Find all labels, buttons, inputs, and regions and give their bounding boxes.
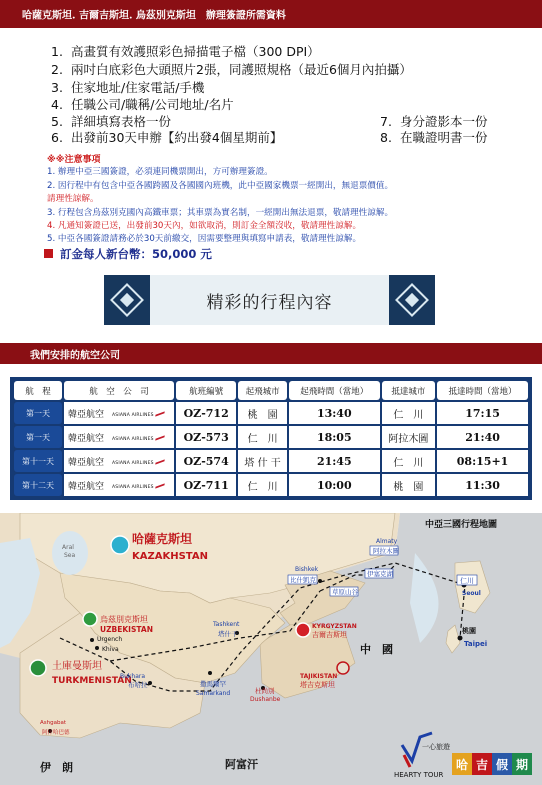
turkmenistan-flag-icon xyxy=(30,660,46,676)
city-label-en: Seoul xyxy=(462,590,481,597)
country-label-en: TURKMENISTAN xyxy=(52,676,132,686)
day-cell: 第一天 xyxy=(14,402,62,424)
note-item: 1. 辦理中亞三國簽證，必須連同機票開出，方可辦理簽證。 xyxy=(47,167,273,177)
city-marker xyxy=(458,636,463,641)
column-header: 航 空 公 司 xyxy=(64,381,174,400)
airline-cell: 韓亞航空 ASIANA AIRLINES xyxy=(64,402,174,424)
city-label-zh: 杜尚別 xyxy=(255,687,275,695)
tajikistan-flag-icon xyxy=(337,662,349,674)
city-label-zh: 伊塞克湖 xyxy=(367,570,393,578)
city-label-zh: 桃園 xyxy=(462,627,476,635)
kazakhstan-flag-icon xyxy=(111,536,129,554)
country-label-zh: 塔吉克斯坦 xyxy=(300,681,335,689)
asiana-logo-icon: ASIANA AIRLINES xyxy=(112,484,154,490)
city-label-zh: 布哈拉 xyxy=(128,681,148,689)
ornament-icon xyxy=(104,275,150,325)
requirement-item: 5. 詳細填寫表格一份 xyxy=(51,114,172,129)
region-label: 阿富汗 xyxy=(225,758,258,771)
flights-table-frame xyxy=(10,377,532,500)
note-item: 3. 行程包含烏茲別克國內高鐵車票；其車票為實名制，一經開出無法退票，敬請理性諒解。 xyxy=(47,208,394,218)
column-header: 抵達時間（當地） xyxy=(437,381,528,400)
departure-city-cell: 塔 什 干 xyxy=(238,450,287,472)
arrival-city-cell: 仁 川 xyxy=(382,450,435,472)
column-header: 起飛城市 xyxy=(238,381,287,400)
airline-cell: 韓亞航空 ASIANA AIRLINES xyxy=(64,450,174,472)
city-label-zh: 撒馬爾罕 xyxy=(200,680,226,688)
column-header: 起飛時間（當地） xyxy=(289,381,380,400)
note-item: 請理性諒解。 xyxy=(47,194,99,204)
city-label-zh: 塔什干 xyxy=(218,630,238,638)
ornament-icon xyxy=(389,275,435,325)
note-item: 4. 凡通知簽證已送，出發前30天內，如欲取消，則訂金全額沒收，敬請理性諒解。 xyxy=(47,221,362,231)
departure-city-cell: 桃 園 xyxy=(238,402,287,424)
kyrgyzstan-flag-icon xyxy=(296,623,310,637)
requirement-item: 1. 高畫質有效護照彩色掃描電子檔（300 DPI） xyxy=(51,44,320,59)
svg-text:期: 期 xyxy=(516,758,529,772)
arrival-city-cell: 阿拉木圖 xyxy=(382,426,435,448)
asiana-logo-icon: ASIANA AIRLINES xyxy=(112,436,154,442)
brand-en: HEARTY TOUR xyxy=(394,771,444,779)
arrival-time-cell: 11:30 xyxy=(437,474,528,496)
flights-table xyxy=(12,379,530,498)
departure-time-cell: 10:00 xyxy=(289,474,380,496)
table-row xyxy=(14,450,528,472)
asiana-logo-icon: ASIANA AIRLINES xyxy=(112,412,154,418)
column-header: 航 程 xyxy=(14,381,62,400)
city-label-en: Khiva xyxy=(102,646,119,653)
city-label-zh: 仁川 xyxy=(460,577,474,585)
note-item: 5. 中亞各國簽證請務必於30天前繳交，因需要整理與填寫申請表，敬請理性諒解。 xyxy=(47,234,362,244)
arrival-city-cell: 仁 川 xyxy=(382,402,435,424)
day-cell: 第十二天 xyxy=(14,474,62,496)
city-label-zh: 草原山谷 xyxy=(332,588,358,596)
deposit-text: 訂金每人新台幣：50,000 元 xyxy=(60,247,212,261)
city-label-en: Bukhara xyxy=(120,673,146,680)
svg-text:假: 假 xyxy=(496,758,509,772)
requirement-item: 2. 兩吋白底彩色大頭照片2張，同護照規格（最近6個月內拍攝） xyxy=(51,62,412,77)
city-marker xyxy=(90,638,94,642)
arrival-time-cell: 17:15 xyxy=(437,402,528,424)
region-label: 中 國 xyxy=(360,643,393,656)
flight-number-cell: OZ-573 xyxy=(176,426,236,448)
flight-number-cell: OZ-712 xyxy=(176,402,236,424)
route-map xyxy=(0,513,542,785)
city-label-en: Samarkand xyxy=(196,690,231,697)
airline-section-title: 我們安排的航空公司 xyxy=(30,350,120,361)
departure-city-cell: 仁 川 xyxy=(238,426,287,448)
asiana-logo-icon: ASIANA AIRLINES xyxy=(112,460,154,466)
city-label-zh: 阿拉木圖 xyxy=(373,547,399,555)
arrival-city-cell: 桃 園 xyxy=(382,474,435,496)
city-label-en: Ashgabat xyxy=(40,720,66,726)
sea-label: Aral xyxy=(62,544,74,551)
brand-zh: 一心旅遊 xyxy=(422,743,450,751)
country-label-zh: 吉爾吉斯坦 xyxy=(312,631,347,639)
city-marker xyxy=(148,681,152,685)
table-row xyxy=(14,474,528,496)
city-label-en: Urgench xyxy=(97,636,123,643)
country-label-en: UZBEKISTAN xyxy=(100,625,153,634)
city-label-zh: 比什凱克 xyxy=(290,576,316,584)
arrival-time-cell: 08:15+1 xyxy=(437,450,528,472)
table-row xyxy=(14,426,528,448)
city-label-en: Tashkent xyxy=(213,621,240,628)
country-label-zh: 哈薩克斯坦 xyxy=(132,532,193,546)
requirement-item: 3. 住家地址/住家電話/手機 xyxy=(51,80,205,95)
column-header: 航班編號 xyxy=(176,381,236,400)
day-cell: 第十一天 xyxy=(14,450,62,472)
airline-section-bar xyxy=(0,343,542,364)
departure-time-cell: 21:45 xyxy=(289,450,380,472)
day-cell: 第一天 xyxy=(14,426,62,448)
header-bar xyxy=(0,0,542,28)
banner-title: 精彩的行程內容 xyxy=(206,293,333,313)
requirement-item: 6. 出發前30天申辦【約出發4個星期前】 xyxy=(51,130,283,145)
deposit-line xyxy=(44,246,212,262)
sea-label: Sea xyxy=(64,552,76,559)
column-header: 抵達城市 xyxy=(382,381,435,400)
city-label-en: Almaty xyxy=(376,538,398,545)
city-marker xyxy=(208,671,212,675)
note-item: 2. 因行程中有包含中亞各國跨國及各國國內班機，此中亞國家機票一經開出，無退票價值。 xyxy=(47,181,394,191)
table-header-row xyxy=(14,381,528,400)
city-marker xyxy=(318,579,322,583)
requirement-item: 4. 任職公司/職稱/公司地址/名片 xyxy=(51,97,234,112)
requirement-item: 8. 在職證明書一份 xyxy=(380,130,488,145)
city-label-en: Taipei xyxy=(464,640,488,648)
city-label-en: Bishkek xyxy=(295,566,319,573)
table-row xyxy=(14,402,528,424)
uzbekistan-flag-icon xyxy=(83,612,97,626)
departure-time-cell: 13:40 xyxy=(289,402,380,424)
country-label-en: TAJIKISTAN xyxy=(300,673,338,680)
country-label-zh: 烏茲別克斯坦 xyxy=(100,615,148,624)
map-title: 中亞三國行程地圖 xyxy=(425,520,498,530)
country-label-zh: 土庫曼斯坦 xyxy=(52,661,102,672)
bullet-square-icon xyxy=(44,249,53,258)
country-label-en: KYRGYZSTAN xyxy=(312,623,357,630)
departure-city-cell: 仁 川 xyxy=(238,474,287,496)
city-label-en: Dushanbe xyxy=(250,696,281,703)
header-title: 哈薩克斯坦. 吉爾吉斯坦. 烏茲別克斯坦 辦理簽證所需資料 xyxy=(22,10,286,22)
airline-cell: 韓亞航空 ASIANA AIRLINES xyxy=(64,426,174,448)
requirement-item: 7. 身分證影本一份 xyxy=(380,114,488,129)
svg-text:吉: 吉 xyxy=(476,758,489,772)
flight-number-cell: OZ-711 xyxy=(176,474,236,496)
svg-text:哈: 哈 xyxy=(456,758,469,772)
country-label-en: KAZAKHSTAN xyxy=(132,551,208,562)
airline-cell: 韓亞航空 ASIANA AIRLINES xyxy=(64,474,174,496)
departure-time-cell: 18:05 xyxy=(289,426,380,448)
itinerary-banner xyxy=(104,275,435,325)
city-label-zh: 阿什哈巴德 xyxy=(42,730,70,736)
flight-number-cell: OZ-574 xyxy=(176,450,236,472)
city-marker xyxy=(95,646,99,650)
region-label: 伊 朗 xyxy=(40,761,73,774)
notes-title: ※※注意事項 xyxy=(47,155,101,165)
arrival-time-cell: 21:40 xyxy=(437,426,528,448)
